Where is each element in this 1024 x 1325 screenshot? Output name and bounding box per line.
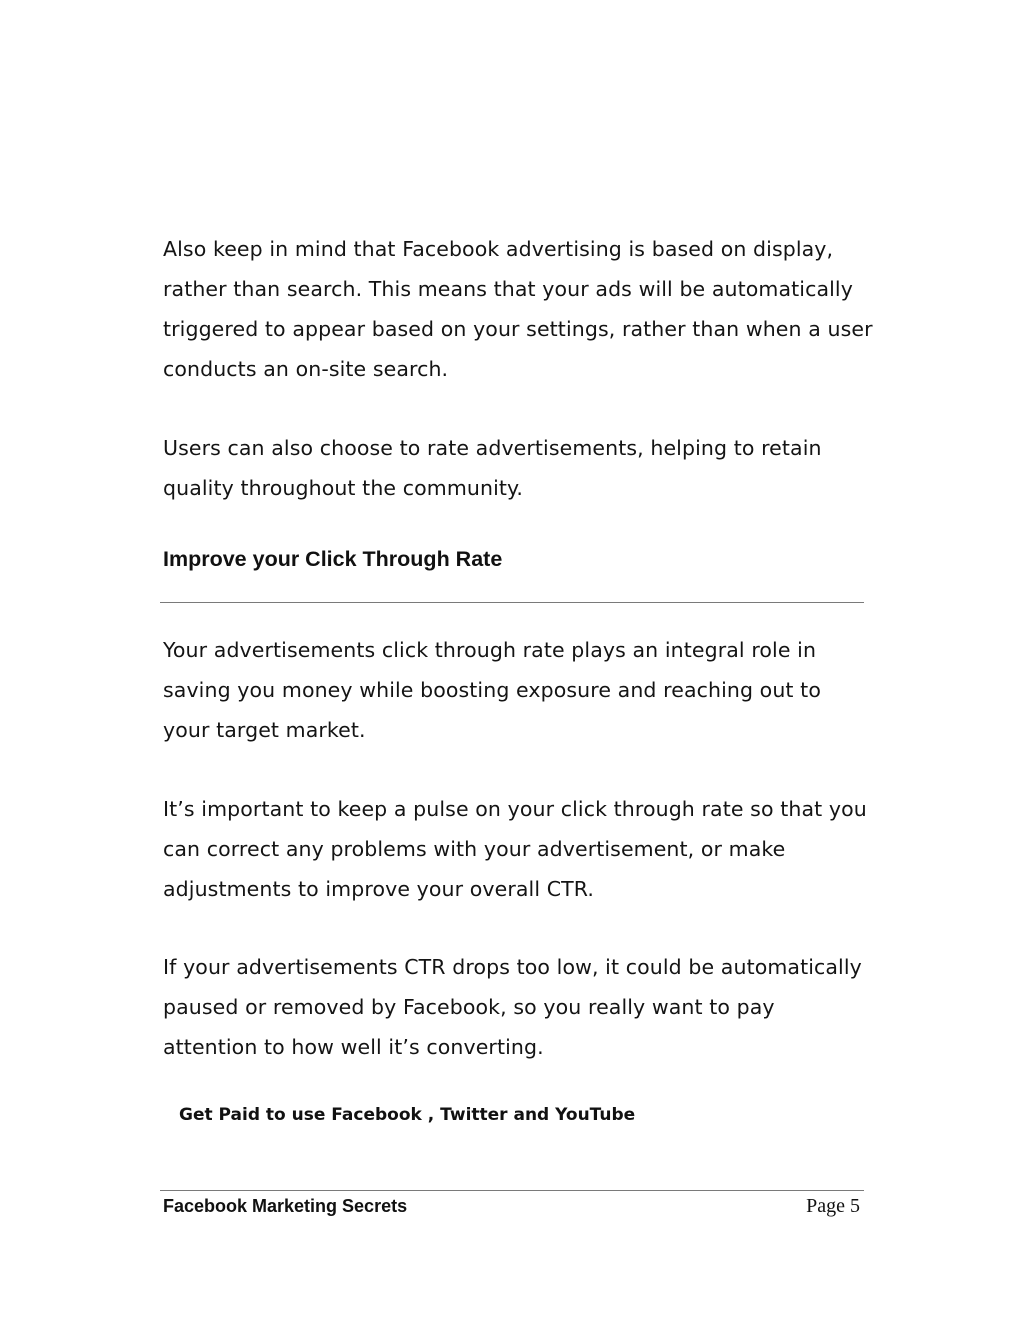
paragraph-ctr-role: Your advertisements click through rate plays an integral role in saving you money while boosting exposure and reaching out to your target market. [163,638,821,742]
paragraph-ctr-pulse: It’s important to keep a pulse on your click through rate so that you can correct any problems with your advertisement, or make adjustments to improve your overall CTR. [163,797,867,901]
paragraph-ctr-drops: If your advertisements CTR drops too low, it could be automatically paused or removed by Facebook, so you really want to pay attention to how well it’s converting. [163,955,862,1059]
footer-title: Facebook Marketing Secrets [163,1196,408,1216]
promo-link[interactable]: Get Paid to use Facebook , Twitter and YouTube [179,1105,636,1125]
section-heading: Improve your Click Through Rate [163,547,503,571]
footer-divider [160,1190,864,1191]
paragraph-rate-advertisements: Users can also choose to rate advertisements, helping to retain quality throughout the community. [163,436,822,500]
page-number: Page 5 [806,1195,860,1217]
paragraph-display-advertising: Also keep in mind that Facebook advertising is based on display, rather than search. This means that your ads will be automatically triggered to appear based on your settings, rather than when a user conducts an on-site search. [163,237,873,381]
heading-divider [160,602,864,603]
